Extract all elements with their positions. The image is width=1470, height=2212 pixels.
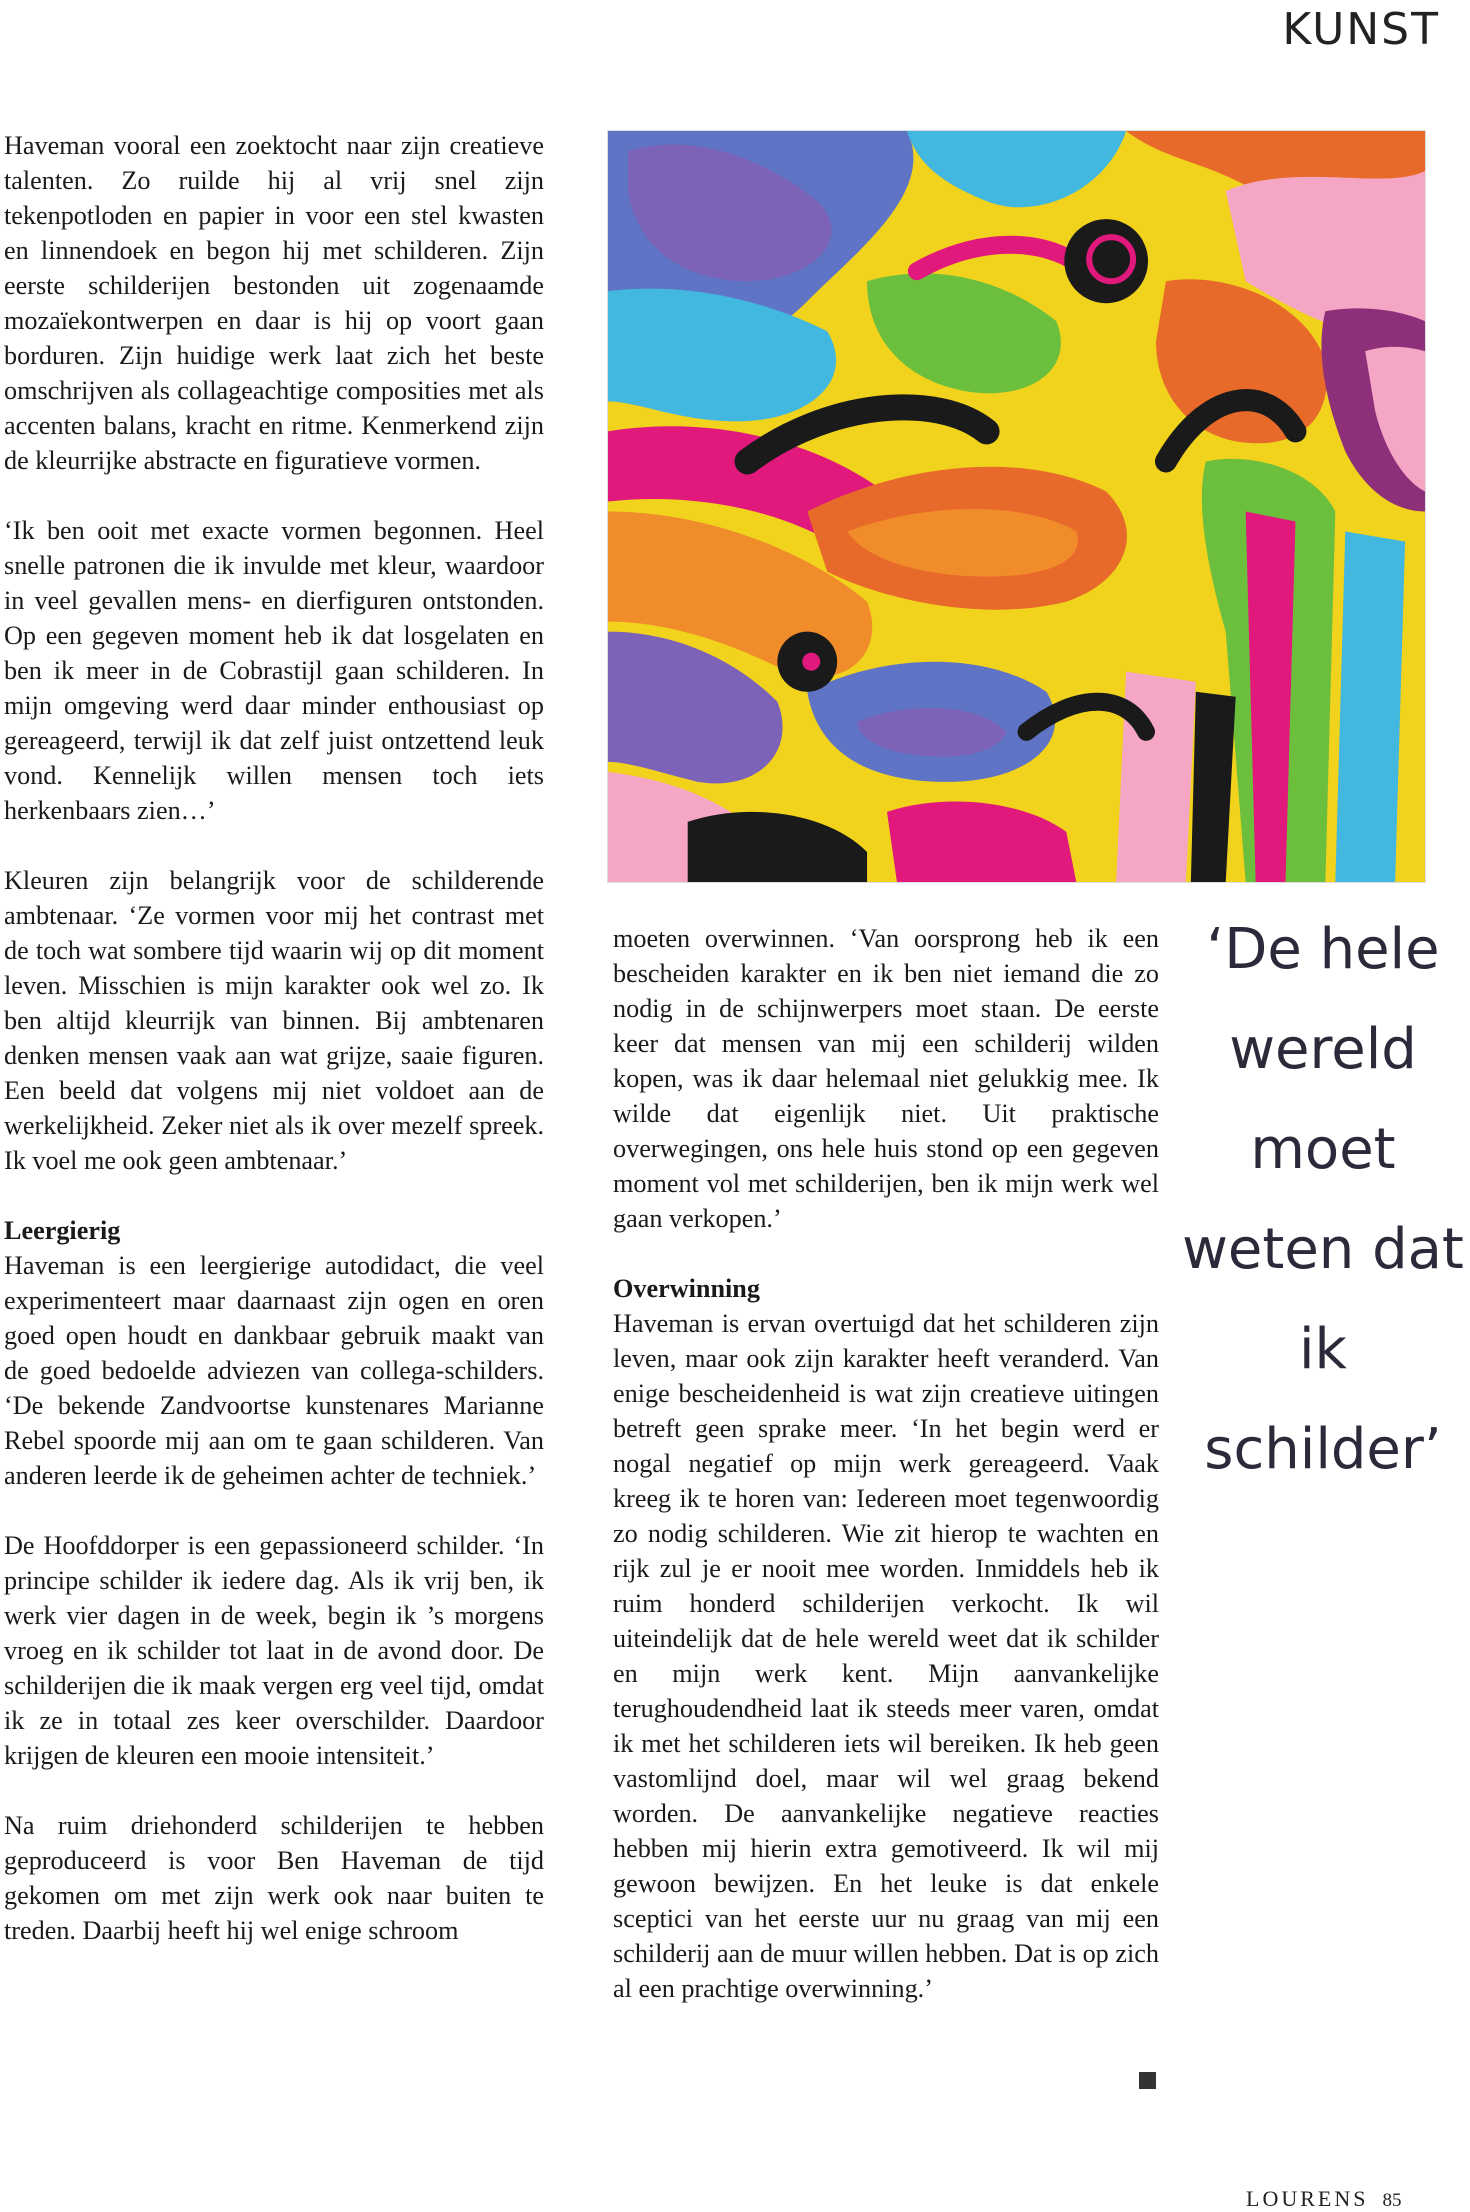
paragraph: moeten overwinnen. ‘Van oorsprong heb ik een bescheiden karakter en ik ben niet iemand die zo nodig in de schijnwerpers moet staan. De eerste keer dat mensen van mij een schilderij wilden kopen, was ik daar helemaal niet gelukkig mee. Ik wilde dat eigenlijk niet. Uit praktische overwegingen, ons hele huis stond op een gegeven moment vol met schilderijen, ben ik mijn werk wel gaan verkopen.’ — [613, 924, 1159, 1233]
painting-shape — [1335, 532, 1405, 882]
pull-quote-line: weten dat — [1182, 1217, 1464, 1282]
section-label: KUNST — [1282, 4, 1440, 55]
magazine-name: LOURENS — [1246, 2186, 1369, 2211]
paragraph: Kleuren zijn belangrijk voor de schilderende ambtenaar. ‘Ze vormen voor mij het contrast met de toch wat sombere tijd waarin wij op dit moment leven. Misschien is mijn karakter ook wel zo. Ik ben altijd kleurrijk van binnen. Bij ambtenaren denken mensen vaak aan wat grijze, saaie figuren. Een beeld dat volgens mij niet voldoet aan de werkelijkheid. Zeker niet als ik over mezelf spreek. Ik voel me ook geen ambtenaar.’ — [4, 866, 544, 1175]
paragraph: Haveman is ervan overtuigd dat het schilderen zijn leven, maar ook zijn karakter heeft veranderd. Van enige bescheidenheid is wat zijn creatieve uitingen betreft geen sprake meer. ‘In het begin werd er nogal negatief op mijn werk gereageerd. Vaak kreeg ik te horen van: Iedereen moet tegenwoordig zo nodig schilderen. Wie zit hierop te wachten en rijk zul je er nooit mee worden. Inmiddels heb ik ruim honderd schilderijen verkocht. Ik wil uiteindelijk dat de hele wereld weet dat ik schilder en mijn werk kent. Mijn aanvankelijke terughoudendheid laat ik steeds meer varen, omdat ik met het schilderen iets wil bereiken. Ik heb geen vastomlijnd doel, maar wil wel graag bekend worden. De aanvankelijke negatieve reacties hebben mij hierin extra gemotiveerd. Ik wil mij gewoon bewijzen. En het leuke is dat enkele sceptici van het eerste uur nu graag van mij een schilderij aan de muur willen hebben. Dat is op zich al een prachtige overwinning.’ — [613, 1309, 1159, 2003]
pull-quote-line: ‘De hele — [1206, 917, 1440, 982]
subheading-leergierig: Leergierig — [4, 1216, 121, 1245]
paragraph: Haveman vooral een zoektocht naar zijn creatieve talenten. Zo ruilde hij al vrij snel zijn tekenpotloden en papier in voor een stel kwasten en linnendoek en begon hij met schilderen. Zijn eerste schilderijen bestonden uit zogenaamde mozaïekontwerpen en daar is hij op voort gaan borduren. Zijn huidige werk laat zich het beste omschrijven als collageachtige composities met als accenten balans, kracht en ritme. Kenmerkend zijn de kleurrijke abstracte en figuratieve vormen. — [4, 131, 544, 475]
paragraph: De Hoofddorper is een gepassioneerd schilder. ‘In principe schilder ik iedere dag. Als ik vrij ben, ik werk vier dagen in de week, begin ik ’s morgens vroeg en ik schilder tot laat in de avond door. De schilderijen die ik maak vergen erg veel tijd, omdat ik ze in totaal zes keer overschilder. Daardoor krijgen de kleuren een mooie intensiteit.’ — [4, 1531, 544, 1770]
paragraph: ‘Ik ben ooit met exacte vormen begonnen. Heel snelle patronen die ik invulde met kleur, waardoor in veel gevallen mens- en dierfiguren ontstonden. Op een gegeven moment heb ik dat losgelaten en ben ik meer in de Cobrastijl gaan schilderen. In mijn omgeving werd daar minder enthousiast op gereageerd, terwijl ik dat zelf juist ontzettend leuk vond. Kennelijk willen mensen toch iets herkenbaars zien…’ — [4, 516, 544, 825]
pull-quote-line: wereld — [1229, 1017, 1417, 1082]
pull-quote-line: moet — [1250, 1117, 1396, 1182]
pull-quote-line: ik schilder’ — [1204, 1317, 1442, 1482]
painting-eye-pupil — [802, 653, 820, 671]
paragraph: Na ruim driehonderd schilderijen te hebben geproduceerd is voor Ben Haveman de tijd gekomen om met zijn werk ook naar buiten te treden. Daarbij heeft hij wel enige schroom — [4, 1811, 544, 1945]
page-footer — [1246, 2186, 1401, 2212]
paragraph: Haveman is een leergierige autodidact, die veel experimenteert maar daarnaast zijn ogen en oren goed open houdt en dankbaar gebruik maakt van de goed bedoelde adviezen van collega-schilders. ‘De bekende Zandvoortse kunstenares Marianne Rebel spoorde mij aan om te gaan schilderen. Van anderen leerde ik de geheimen achter de techniek.’ — [4, 1251, 544, 1490]
end-of-article-square — [1139, 2072, 1156, 2089]
page-number: 85 — [1382, 2190, 1402, 2211]
article-column-left — [4, 128, 544, 1983]
painting-eye-pupil — [1102, 250, 1120, 268]
subheading-overwinning: Overwinning — [613, 1274, 760, 1303]
pull-quote — [1180, 900, 1466, 1500]
abstract-painting-image — [607, 130, 1426, 883]
article-column-right — [613, 921, 1159, 2041]
